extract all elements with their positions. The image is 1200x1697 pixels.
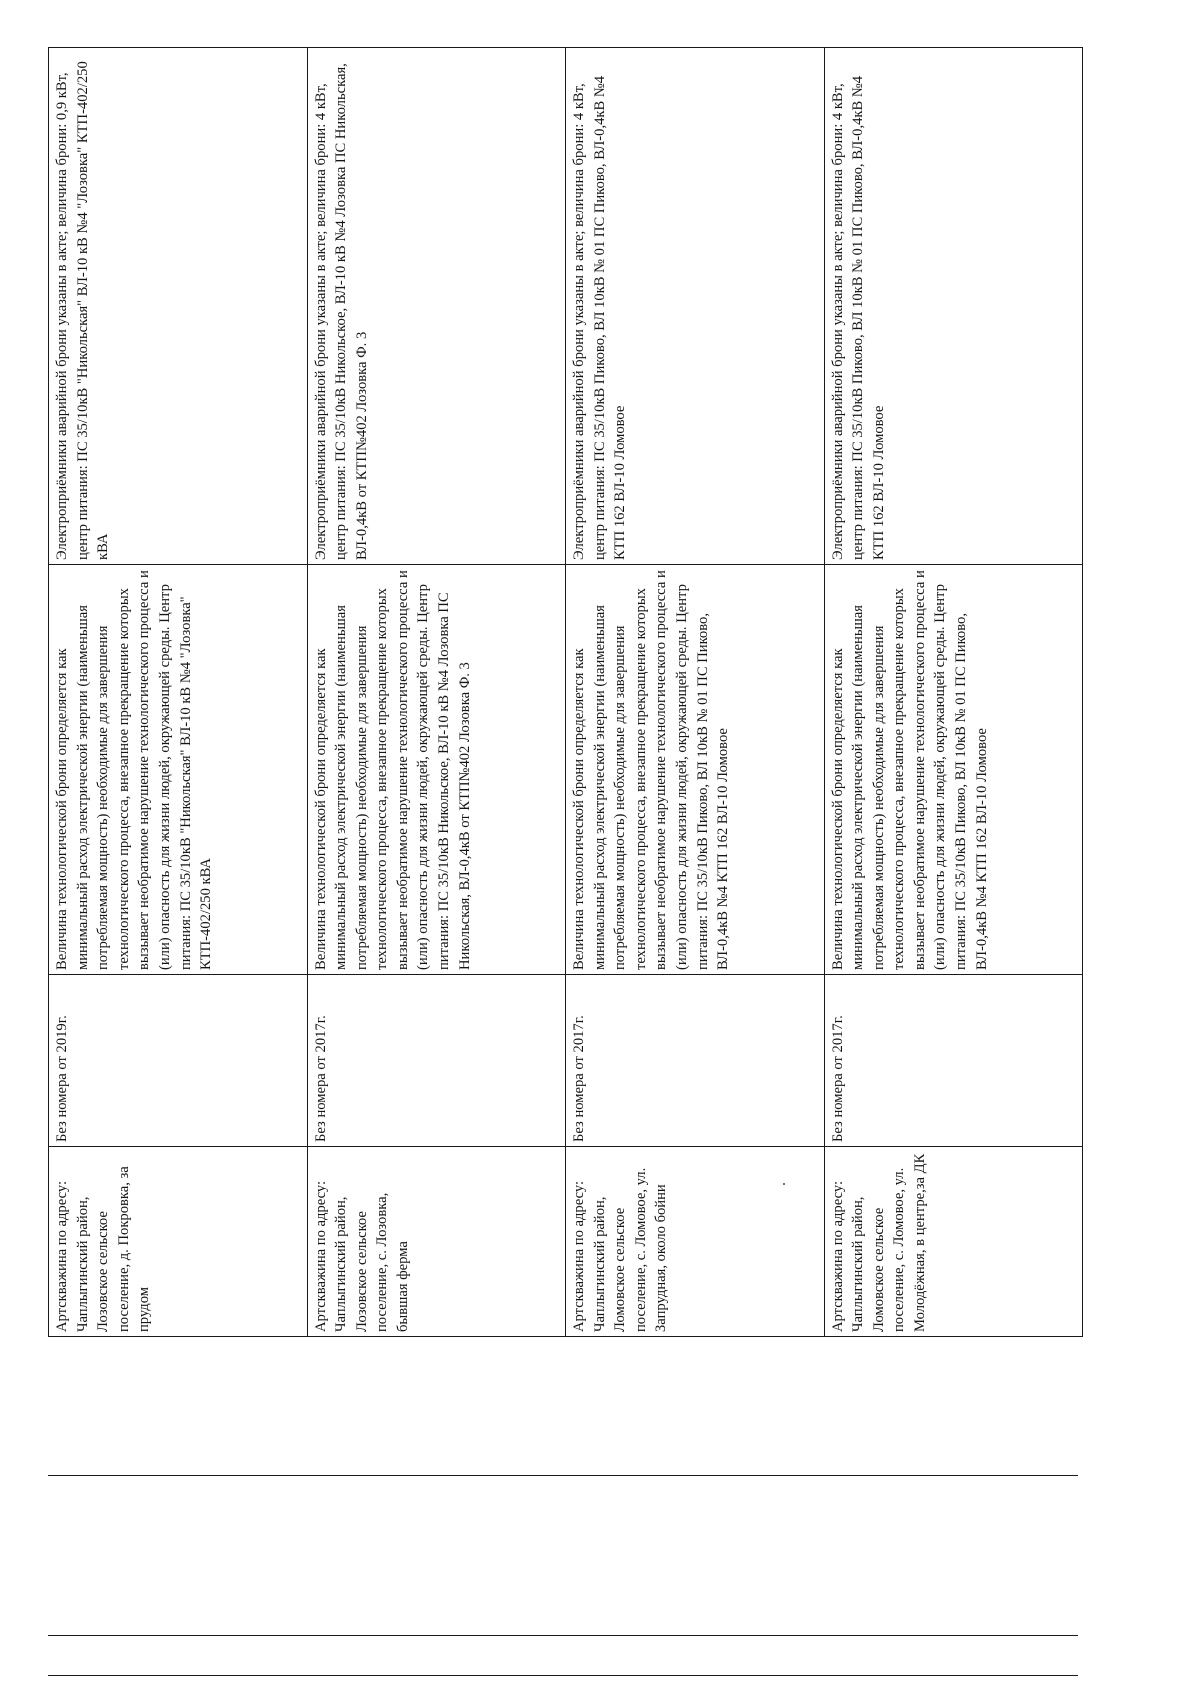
emergency-reserve-cell: Электроприёмники аварийной брони указаны в акте; величина брони: 4 кВт, центр питания: ПС 35/10кВ Пиково, ВЛ 10кВ № 01 ПС Пиково, ВЛ-0,4кВ №4 КТП 162 ВЛ-10 Ломовое	[824, 48, 1083, 565]
object-address-cell: Артскважина по адресу: Чаплыгинский район, Лозовское сельское поселение, д. Покровка, за прудом	[49, 1147, 308, 1337]
table-row	[824, 48, 1083, 1337]
horizontal-rule	[48, 1475, 1078, 1476]
tech-reserve-cell: Величина технологической брони определяется как минимальный расход электрической энергии (наименьшая потребляемая мощность) необходимые для завершения технологического процесса, внезапное прекращение которых вызывает необратимое нарушение технологического процесса и (или) опасность для жизни людей, окружающей среды. Центр питания: ПС 35/10кВ Никольское, ВЛ-10 кВ №4 Лозовка ПС Никольская, ВЛ-0,4кВ от КТП№402 Лозовка Ф. 3	[307, 565, 566, 975]
horizontal-rule	[48, 1675, 1078, 1676]
tech-reserve-cell: Величина технологической брони определяется как минимальный расход электрической энергии (наименьшая потребляемая мощность) необходимые для завершения технологического процесса, внезапное прекращение которых вызывает необратимое нарушение технологического процесса и (или) опасность для жизни людей, окружающей среды. Центр питания: ПС 35/10кВ Пиково, ВЛ 10кВ № 01 ПС Пиково, ВЛ-0,4кВ №4 КТП 162 ВЛ-10 Ломовое	[566, 565, 825, 975]
emergency-reserve-cell: Электроприёмники аварийной брони указаны в акте; величина брони: 0,9 кВт, центр питания: ПС 35/10кВ "Никольская" ВЛ-10 кВ №4 "Лозовка" КТП-402/250 кВА	[49, 48, 308, 565]
table-row	[49, 48, 308, 1337]
reserve-table	[48, 47, 1083, 1337]
act-date-cell: Без номера от 2017г.	[824, 975, 1083, 1147]
tech-reserve-cell: Величина технологической брони определяется как минимальный расход электрической энергии (наименьшая потребляемая мощность) необходимые для завершения технологического процесса, внезапное прекращение которых вызывает необратимое нарушение технологического процесса и (или) опасность для жизни людей, окружающей среды. Центр питания: ПС 35/10кВ Пиково, ВЛ 10кВ № 01 ПС Пиково, ВЛ-0,4кВ №4 КТП 162 ВЛ-10 Ломовое	[824, 565, 1083, 975]
scan-speck	[783, 1183, 785, 1185]
emergency-reserve-cell: Электроприёмники аварийной брони указаны в акте; величина брони: 4 кВт, центр питания: ПС 35/10кВ Никольское, ВЛ-10 кВ №4 Лозовка ПС Никольская, ВЛ-0,4кВ от КТП№402 Лозовка Ф. 3	[307, 48, 566, 565]
act-date-cell: Без номера от 2017г.	[566, 975, 825, 1147]
emergency-reserve-cell: Электроприёмники аварийной брони указаны в акте; величина брони: 4 кВт, центр питания: ПС 35/10кВ Пиково, ВЛ 10кВ № 01 ПС Пиково, ВЛ-0,4кВ №4 КТП 162 ВЛ-10 Ломовое	[566, 48, 825, 565]
object-address-cell: Артскважина по адресу: Чаплыгинский район, Ломовское сельское поселение, с. Ломовое, ул. Запрудная, около бойни	[566, 1147, 825, 1337]
table-row	[307, 48, 566, 1337]
rotated-page-content	[48, 48, 1082, 1337]
tech-reserve-cell: Величина технологической брони определяется как минимальный расход электрической энергии (наименьшая потребляемая мощность) необходимые для завершения технологического процесса, внезапное прекращение которых вызывает необратимое нарушение технологического процесса и (или) опасность для жизни людей, окружающей среды. Центр питания: ПС 35/10кВ "Никольская" ВЛ-10 кВ №4 "Лозовка" КТП-402/250 кВА	[49, 565, 308, 975]
horizontal-rule	[48, 1635, 1078, 1636]
act-date-cell: Без номера от 2017г.	[307, 975, 566, 1147]
table-row	[566, 48, 825, 1337]
object-address-cell: Артскважина по адресу: Чаплыгинский район, Ломовское сельское поселение, с. Ломовое, ул. Молодёжная, в центре,за ДК	[824, 1147, 1083, 1337]
object-address-cell: Артскважина по адресу: Чаплыгинский район, Лозовское сельское поселение, с. Лозовка, бывшая ферма	[307, 1147, 566, 1337]
act-date-cell: Без номера от 2019г.	[49, 975, 308, 1147]
